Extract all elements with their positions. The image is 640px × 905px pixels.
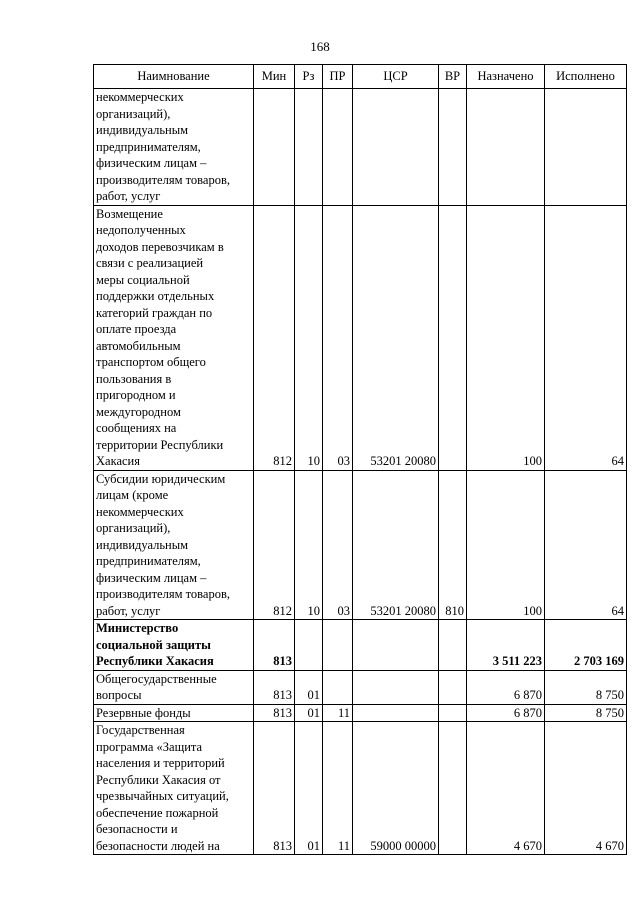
cell-rz: 01 [295,704,323,722]
cell-csr [353,620,439,671]
cell-rz: 01 [295,722,323,855]
cell-min [254,89,295,206]
header-rz: Рз [295,65,323,89]
cell-csr: 53201 20080 [353,470,439,620]
cell-pr [323,670,353,704]
cell-name: Общегосударственные вопросы [94,670,254,704]
cell-pr [323,620,353,671]
cell-csr [353,89,439,206]
cell-rz [295,620,323,671]
cell-ispolneno: 8 750 [545,670,627,704]
cell-rz: 01 [295,670,323,704]
cell-ispolneno: 2 703 169 [545,620,627,671]
page-number: 168 [310,39,330,54]
table-row [94,722,627,855]
cell-naznacheno: 100 [467,205,545,470]
cell-min: 812 [254,470,295,620]
cell-pr: 11 [323,704,353,722]
cell-name: Субсидии юридическим лицам (кроме некоммерческих организаций), индивидуальным предпринимателям, физическим лицам – производителям товаров, работ, услуг [94,470,254,620]
header-min: Мин [254,65,295,89]
cell-naznacheno: 3 511 223 [467,620,545,671]
cell-pr: 03 [323,470,353,620]
cell-naznacheno: 6 870 [467,704,545,722]
cell-rz [295,89,323,206]
cell-min: 813 [254,620,295,671]
table-row [94,205,627,470]
cell-ispolneno: 64 [545,205,627,470]
cell-min: 813 [254,704,295,722]
cell-min: 812 [254,205,295,470]
table-row [94,89,627,206]
header-pr: ПР [323,65,353,89]
cell-naznacheno: 100 [467,470,545,620]
cell-naznacheno: 6 870 [467,670,545,704]
cell-pr [323,89,353,206]
cell-csr: 59000 00000 [353,722,439,855]
cell-min: 813 [254,722,295,855]
cell-name: Резервные фонды [94,704,254,722]
table-row [94,620,627,671]
cell-vr [439,620,467,671]
cell-name: Министерство социальной защиты Республики Хакасия [94,620,254,671]
cell-ispolneno: 64 [545,470,627,620]
table-row [94,670,627,704]
cell-vr [439,670,467,704]
cell-naznacheno [467,89,545,206]
cell-ispolneno: 4 670 [545,722,627,855]
cell-pr: 03 [323,205,353,470]
cell-naznacheno: 4 670 [467,722,545,855]
table-row [94,470,627,620]
header-ispolneno: Исполнено [545,65,627,89]
cell-vr [439,722,467,855]
table-header-row [94,65,627,89]
table-row [94,704,627,722]
cell-pr: 11 [323,722,353,855]
cell-min: 813 [254,670,295,704]
cell-csr [353,670,439,704]
cell-vr [439,205,467,470]
cell-csr [353,704,439,722]
cell-vr [439,89,467,206]
cell-vr: 810 [439,470,467,620]
cell-name: Государственная программа «Защита населения и территорий Республики Хакасия от чрезвычайных ситуаций, обеспечение пожарной безопасности и безопасности людей на [94,722,254,855]
header-name: Наимнование [94,65,254,89]
cell-csr: 53201 20080 [353,205,439,470]
cell-name: Возмещение недополученных доходов перевозчикам в связи с реализацией меры социальной поддержки отдельных категорий граждан по оплате проезда автомобильным транспортом общего пользования в пригородном и междугородном сообщениях на территории Республики Хакасия [94,205,254,470]
cell-ispolneno [545,89,627,206]
cell-rz: 10 [295,470,323,620]
cell-rz: 10 [295,205,323,470]
cell-ispolneno: 8 750 [545,704,627,722]
header-csr: ЦСР [353,65,439,89]
table-body [94,89,627,855]
budget-table [93,64,627,855]
cell-vr [439,704,467,722]
cell-name: некоммерческих организаций), индивидуальным предпринимателям, физическим лицам – производителям товаров, работ, услуг [94,89,254,206]
header-naznacheno: Назначено [467,65,545,89]
header-vr: ВР [439,65,467,89]
